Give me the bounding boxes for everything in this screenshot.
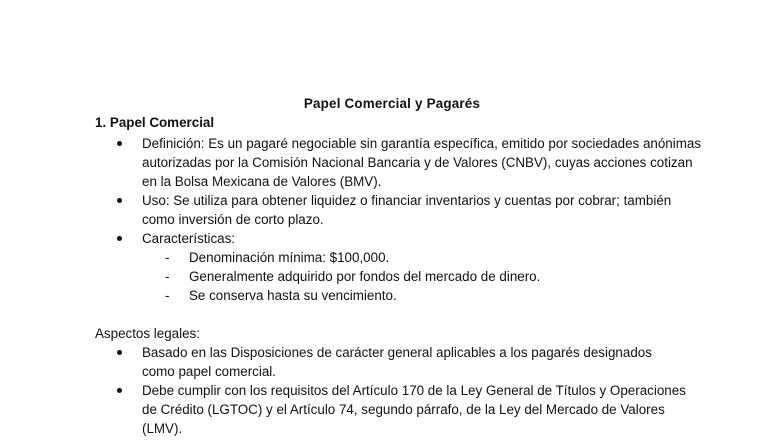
aspects-heading: Aspectos legales: — [95, 326, 200, 341]
characteristic-item: - Se conserva hasta su vencimiento. — [142, 286, 735, 305]
characteristics-list — [142, 248, 735, 305]
bullet-characteristics — [95, 229, 735, 248]
aspect-bullet: Basado en las Disposiciones de carácter general aplicables a los pagarés designados como papel comercial. — [95, 343, 672, 381]
characteristic-item: - Denominación mínima: $100,000. — [142, 248, 735, 267]
paragraph-spacer — [95, 305, 735, 324]
section-heading: 1. Papel Comercial — [95, 115, 215, 130]
document-body — [95, 134, 735, 438]
characteristic-item: - Generalmente adquirido por fondos del mercado de dinero. — [142, 267, 735, 286]
aspects-bullet-list — [95, 343, 735, 438]
aspect-bullet: Debe cumplir con los requisitos del Artículo 170 de la Ley General de Títulos y Operaciones de Crédito (LGTOC) y el Artículo 74, segundo párrafo, de la Ley del Mercado de Valores (LMV). — [95, 381, 702, 438]
document-title: Papel Comercial y Pagarés — [303, 96, 481, 111]
bullet-usage: Uso: Se utiliza para obtener liquidez o financiar inventarios y cuentas por cobrar; también como inversión de corto plazo. — [95, 191, 702, 229]
characteristics-label: Características: — [142, 231, 236, 246]
bullet-definition: Definición: Es un pagaré negociable sin garantía específica, emitido por sociedades anónimas autorizadas por la Comisión Nacional Bancaria y de Valores (CNBV), cuyas acciones cotizan en la Bolsa Mexicana de Valores (BMV). — [95, 134, 702, 191]
section-bullet-list — [95, 134, 735, 248]
